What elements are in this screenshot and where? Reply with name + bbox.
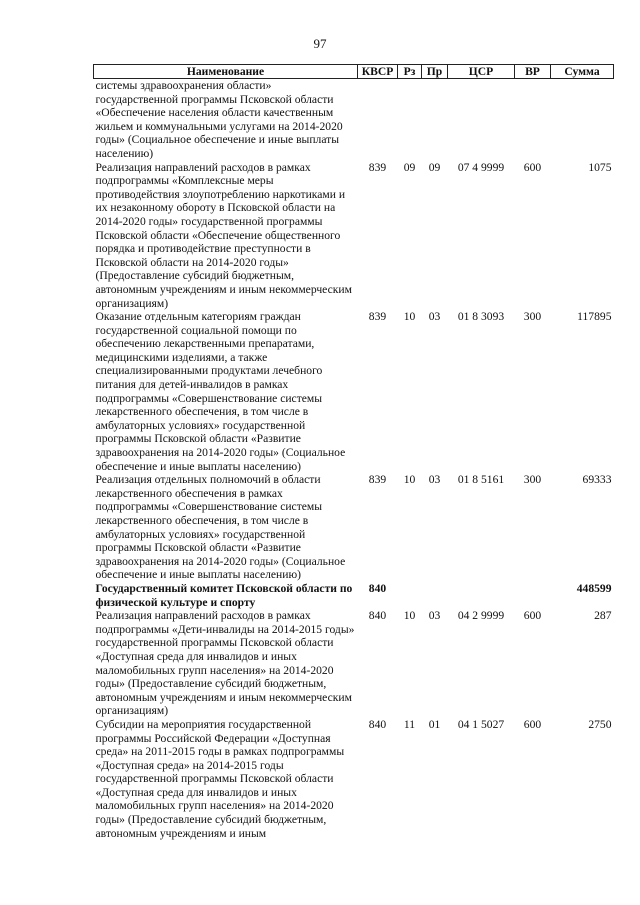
row-vr: 600 (523, 609, 542, 623)
row-vr (515, 79, 551, 161)
budget-table (93, 64, 614, 840)
row-vr (515, 582, 551, 609)
row-vr: 600 (523, 717, 542, 731)
row-csr: 01 8 3093 (457, 310, 505, 324)
row-rz (398, 582, 422, 609)
row-sum: 1075 (588, 160, 612, 174)
row-rz: 09 (403, 160, 416, 174)
row-vr: 300 (523, 473, 542, 487)
row-pr: 03 (428, 310, 441, 324)
row-sum: 69333 (582, 473, 612, 487)
table-row (94, 718, 614, 840)
table-row (94, 609, 614, 718)
row-kvsr: 840 (368, 717, 387, 731)
row-name: Государственный комитет Псковской области по физической культуре и спорту (95, 581, 353, 609)
row-rz: 10 (403, 473, 416, 487)
row-kvsr: 839 (368, 310, 387, 324)
row-pr: 03 (428, 473, 441, 487)
row-name: Оказание отдельным категориям граждан государственной социальной помощи по обеспечению лекарственными препаратами, медицинскими изделиями, а также специализированными продуктами лечебного питания для детей-инвалидов в рамках подпрограммы «Совершенствование системы лекарственного обеспечения, в том числе в амбулаторных условиях» государственной программы Псковской области «Развитие здравоохранения на 2014-2020 годы» (Социальное обеспечение и иные выплаты населению) (95, 310, 346, 473)
row-pr: 09 (428, 160, 441, 174)
table-row (94, 79, 614, 161)
row-sum: 287 (594, 609, 612, 623)
row-rz: 10 (403, 310, 416, 324)
header-sum: Сумма (551, 65, 614, 79)
row-vr: 300 (523, 310, 542, 324)
row-name: Реализация отдельных полномочий в области лекарственного обеспечения в рамках подпрограммы «Совершенствование системы лекарственного обеспечения, в том числе в амбулаторных условиях» государственной программы Псковской области «Развитие здравоохранения на 2014-2020 годы» (Социальное обеспечение и иные выплаты населению) (95, 473, 346, 582)
row-pr: 01 (428, 717, 441, 731)
row-csr (448, 79, 515, 161)
row-csr (448, 582, 515, 609)
row-kvsr: 839 (368, 473, 387, 487)
row-sum: 117895 (577, 310, 612, 324)
row-rz: 10 (403, 609, 416, 623)
row-kvsr: 840 (368, 581, 387, 595)
row-vr: 600 (523, 160, 542, 174)
row-csr: 01 8 5161 (457, 473, 505, 487)
header-vr: ВР (515, 65, 551, 79)
row-csr: 04 1 5027 (457, 717, 505, 731)
header-name: Наименование (94, 65, 358, 79)
row-sum (551, 79, 614, 161)
row-kvsr (358, 79, 398, 161)
row-pr (422, 79, 448, 161)
table-row (94, 473, 614, 582)
row-kvsr: 840 (368, 609, 387, 623)
table-row (94, 310, 614, 473)
table-row-section (94, 582, 614, 609)
page-number: 97 (313, 36, 327, 51)
row-sum: 2750 (588, 717, 612, 731)
row-rz (398, 79, 422, 161)
row-pr (422, 582, 448, 609)
row-csr: 04 2 9999 (457, 609, 505, 623)
row-name: системы здравоохранения области» государственной программы Псковской области «Обеспечение населения области качественным жильем и коммунальными услугами на 2014-2020 годы» (Социальное обеспечение и иные выплаты населению) (95, 79, 343, 160)
header-rz: Рз (398, 65, 422, 79)
row-pr: 03 (428, 609, 441, 623)
row-sum: 448599 (576, 581, 612, 595)
header-csr: ЦСР (448, 65, 515, 79)
row-rz: 11 (403, 717, 416, 731)
row-kvsr: 839 (368, 160, 387, 174)
header-pr: Пр (422, 65, 448, 79)
row-csr: 07 4 9999 (457, 160, 505, 174)
row-name: Реализация направлений расходов в рамках подпрограммы «Дети-инвалиды на 2014-2015 годы» государственной программы Псковской области «Доступная среда для инвалидов и иных маломобильных групп населения» на 2014-2020 годы» (Предоставление субсидий бюджетным, автономным учреждениям и иным некоммерческим организациям) (95, 609, 355, 718)
table-header-row (94, 65, 614, 79)
row-name: Субсидии на мероприятия государственной программы Российской Федерации «Доступная среда» на 2011-2015 годы в рамках подпрограммы «Доступная среда» на 2014-2015 годы государственной программы Псковской области «Доступная среда для инвалидов и иных маломобильных групп населения» на 2014-2020 годы» (Предоставление субсидий бюджетным, автономным учреждениям и иным (95, 717, 345, 840)
table-row (94, 161, 614, 311)
header-kvsr: КВСР (358, 65, 398, 79)
row-name: Реализация направлений расходов в рамках подпрограммы «Комплексные меры противодействия злоупотреблению наркотиками и их незаконному обороту в Псковской области на 2014-2020 годы» государственной программы Псковской области «Обеспечение общественного порядка и противодействие преступности в Псковской области на 2014-2020 годы» (Предоставление субсидий бюджетным, автономным учреждениям и иным некоммерческим организациям) (95, 160, 352, 310)
